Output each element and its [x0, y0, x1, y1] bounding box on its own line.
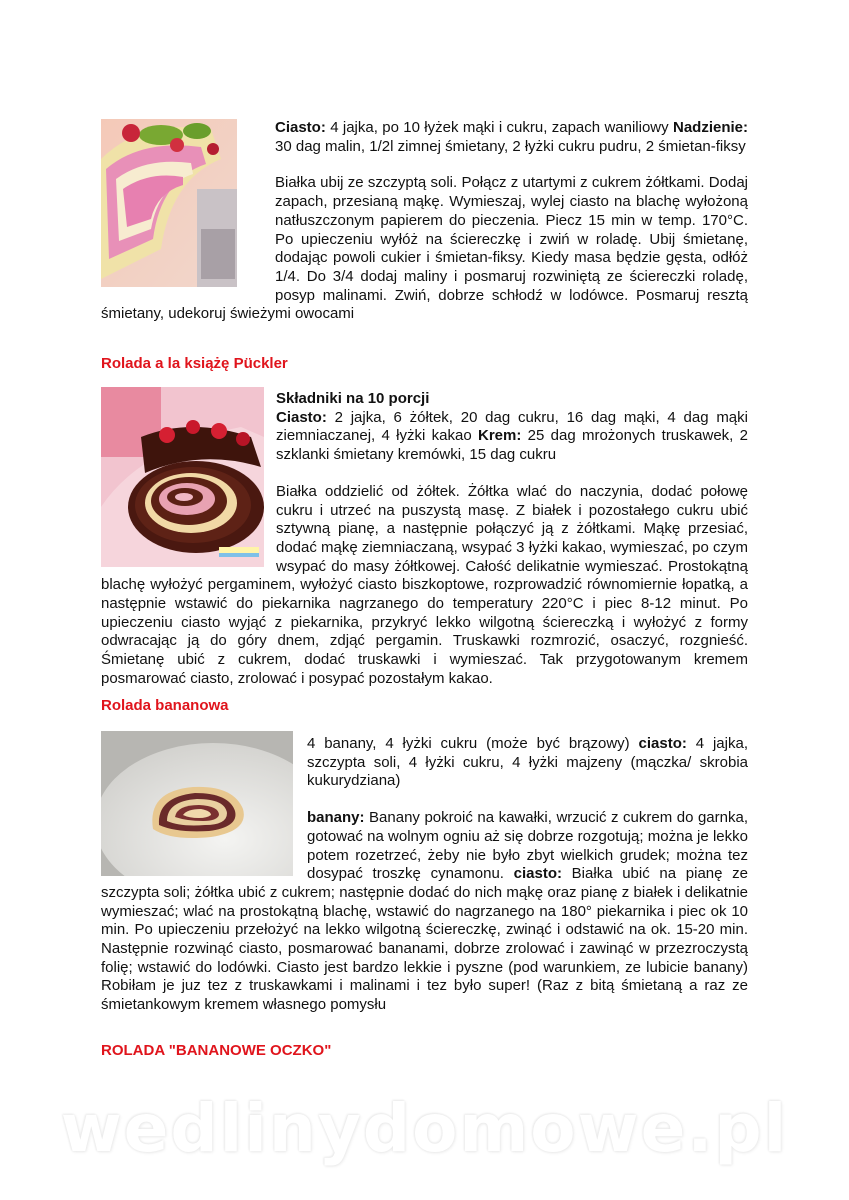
nadzienie-label: Nadzienie: [672, 119, 748, 136]
recipe-banana-roll [101, 735, 748, 1015]
banany-label: banany: [307, 809, 365, 827]
method-paragraph: Białka oddzielić od żółtek. Żółtka wlać do naczynia, dodać połowę cukru i utrzeć na puszystą masę. Z białek i pozostałego cukru ubić sztywną pianę, a następnie połączyć ją z żółtkami. Mąkę przesiać, dodać mąkę ziemniaczaną, wsypać 3 łyżki kakao, wymieszać, po czym wsypać do masy żółtkowej. Całość delikatnie wymieszać. Prostokątną blachę wyłożyć pergaminem, wyłożyć ciasto biszkoptowe, rozprowadzić równomiernie łopatką, a następnie wstawić do piekarnika nagrzanego do temperatury 220°C i piec 8-12 minut. Po upieczeniu ciasto wyjąć z piekarnika, przykryć lekko wilgotną ściereczką i wyłożyć z formy odwracając ją do góry dnem, zdjąć pergamin. Truskawki rozmrozić, osaczyć, rozgnieść. Śmietanę ubić z cukrem, dodać truskawki i wymieszać. Tak przygotowanym kremem posmarować ciasto, zrolować i posypać pozostałym kakao. [101, 482, 748, 687]
banany-text: Banany pokroić na kawałki, wrzucić z cukrem do garnka, gotować na wolnym ogniu aż się dobrze rozgotują; można je lekko potem rozetrzeć, żeby nie było zbyt wielkich grudek; można tez dosypać troszkę cynamonu. [307, 809, 748, 883]
raspberry-roll-image [101, 119, 237, 287]
banana-roll-image [101, 731, 293, 876]
intro-ciasto-label: ciasto: [638, 735, 687, 752]
puckler-roll-image [101, 387, 264, 567]
recipe-raspberry-roll [101, 119, 748, 324]
ciasto-text: 4 jajka, po 10 łyżek mąki i cukru, zapach waniliowy [325, 119, 673, 136]
recipe-title-puckler: Rolada a la książę Pückler [101, 355, 288, 372]
ciasto-label: Ciasto: [276, 408, 327, 426]
recipe-title-bananowe-oczko: ROLADA "BANANOWE OCZKO" [101, 1042, 332, 1059]
intro-text-2: 4 jajka, szczypta soli, 4 łyżki cukru, 4 łyżki majzeny (mączka/ skrobia kukurydziana) [307, 735, 748, 790]
photo-banana-roll [101, 731, 293, 876]
portions-label: Składniki na 10 porcji [276, 390, 430, 407]
photo-raspberry-roll [101, 119, 237, 287]
ciasto-text: Białka ubić na pianę ze szczypta soli; żółtka ubić z cukrem; następnie dodać do nich mąkę oraz pianę z białek i delikatnie wymieszać; wlać na prostokątną blachę, wstawić do nagrzanego na 180° piekarnika i piec ok 10 min. Po upieczeniu przełożyć na lekko wilgotną ściereczkę, zwinąć i odstawić na ok. 15-20 min. Następnie rozwinąć ciasto, posmarować bananami, dobrze zrolować i zawinąć w przezroczystą folię; wstawić do lodówki. Ciasto jest bardzo lekkie i pyszne (pod warunkiem, ze lubicie banany) Robiłam je juz tez z truskawkami i malinami i tez było super! (Raz z bitą śmietaną a raz ze śmietankowym kremem własnego pomysłu [101, 865, 749, 1014]
recipe-title-banana: Rolada bananowa [101, 697, 229, 714]
ciasto-label: ciasto: [513, 865, 562, 883]
ciasto-text: 2 jajka, 6 żółtek, 20 dag cukru, 16 dag mąki, 4 dag mąki ziemniaczanej, 4 łyżki kakao [276, 408, 748, 445]
krem-text: 25 dag mrożonych truskawek, 2 szklanki śmietany kremówki, 15 dag cukru [276, 427, 748, 464]
method-paragraph: Białka ubij ze szczyptą soli. Połącz z utartymi z cukrem żółtkami. Dodaj zapach, przesianą mąkę. Wymieszaj, wylej ciasto na blachę wyłożoną natłuszczonym papierem do pieczenia. Piecz 15 min w temp. 170°C. Po upieczeniu wyłóż na ściereczkę i zwiń w roladę. Ubij śmietanę, dodając powoli cukier i śmietan-fiksy. Kiedy masa będzie gęsta, odłóż 1/4. Do 3/4 dodaj maliny i posmaruj rozwiniętą ze ściereczki roladę, posyp malinami. Zwiń, dobrze schłodź w lodówce. Posmaruj resztą śmietany, udekoruj świeżymi owocami [101, 174, 748, 323]
recipe-puckler-roll [101, 390, 748, 689]
watermark-text: wedlinydomowe.pl [60, 1090, 789, 1167]
intro-text: 4 banany, 4 łyżki cukru (może być brązowy) [307, 735, 639, 752]
photo-puckler-roll [101, 387, 264, 567]
krem-label: Krem: [477, 427, 522, 445]
ciasto-label: Ciasto: [275, 119, 326, 136]
nadzienie-text: 30 dag malin, 1/2l zimnej śmietany, 2 łyżki cukru pudru, 2 śmietan-fiksy [275, 137, 746, 155]
